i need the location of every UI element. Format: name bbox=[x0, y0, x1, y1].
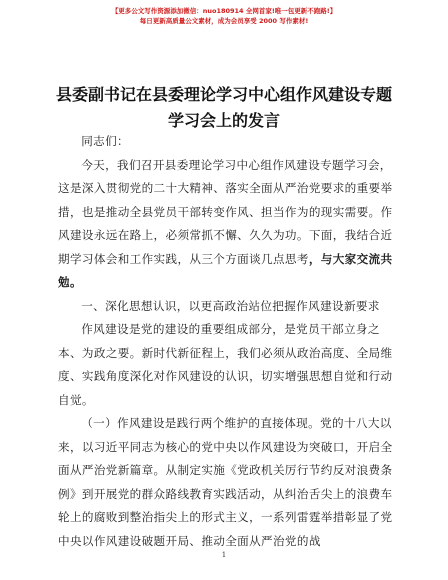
section-heading-1: 一、深化思想认识，以更高政治站位把握作风建设新要求 bbox=[81, 298, 380, 313]
paragraph-subsection-1: （一）作风建设是践行两个维护的直接体现。党的十八大以来，以习近平同志为核心的党中央以作风建设为突破口，开启全面从严治党新篇章。从制定实施《党政机关厉行节约反对浪费条例》到开展党的群众路线教育实践活动，从纠治舌尖上的浪费车轮上的腐败到整治指尖上的形式主义，一系列雷霆举措彰显了党中央以作风建设破题开局、推动全面从严治党的战 bbox=[58, 416, 393, 548]
document-body bbox=[58, 130, 393, 553]
paragraph-intro-bold: ，与大家交流共勉。 bbox=[58, 251, 393, 289]
paragraph-intro-text: 今天，我们召开县委理论学习中心组作风建设专题学习会，这是深入贯彻党的二十大精神、落实全面从严治党要求的重要举措，也是推动全县党员干部转变作风、担当作为的现实需要。作风建设永远在路上，必须常抓不懈、久久为功。下面，我结合近期学习体会和工作实践，从三个方面谈几点思考 bbox=[58, 157, 393, 266]
document-title: 县委副书记在县委理论学习中心组作风建设专题学习会上的发言 bbox=[55, 85, 392, 130]
paragraph-intro bbox=[58, 154, 393, 295]
page-number: 1 bbox=[221, 551, 227, 559]
promo-banner-line-2: 每日更新高质量公文素材，成为会员享受 2000 写作素材! bbox=[139, 17, 309, 25]
promo-banner-line-1: 【更多公文写作资源添加微信：nuo180914 全网首家!唯一包更新不跑路!】 bbox=[111, 7, 337, 15]
salutation: 同志们： bbox=[81, 134, 129, 148]
promo-banner bbox=[0, 0, 448, 26]
paragraph-section-1: 作风建设是党的建设的重要组成部分，是党员干部立身之本、为政之要。新时代新征程上，我们必须从政治高度、全局维度、实践角度深化对作风建设的认识，切实增强思想自觉和行动自觉。 bbox=[58, 322, 393, 407]
